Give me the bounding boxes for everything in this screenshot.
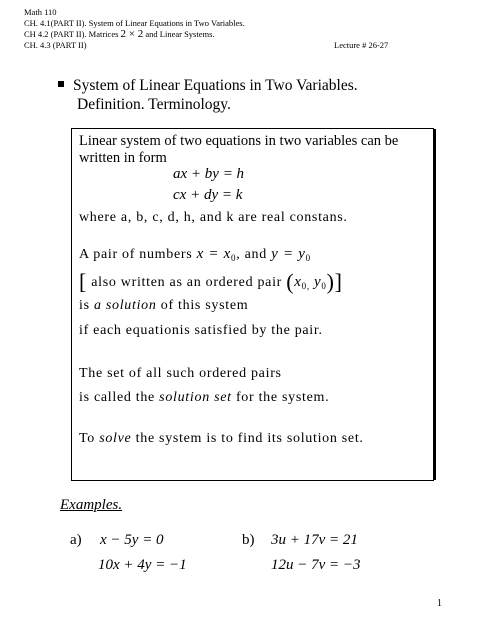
example-b-eq2: 12u − 7v = −3 [271,557,361,573]
square-bullet-icon [58,81,64,87]
where-line: where a, b, c, d, h, and k are real constans. [79,210,348,225]
op-x: x [294,274,302,290]
example-b-eq1: 3u + 17v = 21 [271,532,358,548]
chapter-line-1: CH. 4.1(PART II). System of Linear Equations in Two Variables. [24,18,245,28]
ordered-pair-line [79,269,343,295]
definition-box [71,128,434,481]
system-text: of this system [156,298,249,313]
set-line-1: The set of all such ordered pairs [79,366,282,381]
right-paren: ) [326,269,335,294]
chapter-line-2-tail: and Linear Systems. [145,29,215,39]
solve-line [79,431,364,447]
pair-text: A pair of numbers [79,247,197,262]
matrix-size: 2 × 2 [120,28,144,40]
left-paren: ( [286,269,295,294]
pair-x: x = x [196,246,232,262]
op-y-sub: 0 [321,281,327,291]
solution-term: a solution [93,298,157,313]
for-system-text: for the system. [231,390,330,405]
section-subtitle: Definition. Terminology. [77,96,231,113]
course-title: Math 110 [24,7,57,17]
intro-line-1: Linear system of two equations in two variables can be [79,133,399,149]
chapter-line-3-text: CH. 4.3 (PART II) [24,40,87,50]
chapter-line-2-text: CH 4.2 (PART II). Matrices [24,29,121,39]
left-bracket: [ [79,269,88,294]
example-a-label: a) [70,532,82,548]
pair-y: y = y [271,246,306,262]
if-line: if each equationis satisfied by the pair. [79,323,323,338]
solution-set-term: solution set [159,390,232,405]
lecture-number: Lecture # 26-27 [334,40,389,50]
solve-rest-text: the system is to find its solution set. [131,431,364,446]
intro-line-2: written in form [79,150,167,166]
op-y: y [314,274,322,290]
examples-heading: Examples. [60,497,123,513]
section-heading [58,76,358,114]
example-a-eq1: x − 5y = 0 [100,532,164,548]
pair-x-sub: 0 [231,253,237,263]
set-line-2 [79,390,329,406]
called-text: is called the [79,390,160,405]
right-bracket: ] [334,269,343,294]
to-text: To [79,431,100,446]
chapter-line-3 [24,40,424,50]
example-a-eq2: 10x + 4y = −1 [98,557,187,573]
is-text: is [79,298,94,313]
section-title: System of Linear Equations in Two Variables. [73,77,358,94]
equation-2: cx + dy = k [173,187,243,203]
pair-y-sub: 0 [305,253,311,263]
pair-line [79,246,311,263]
page-number: 1 [437,598,442,609]
solve-term: solve [99,431,132,446]
chapter-line-2 [24,29,215,39]
pair-and: , and [236,247,272,262]
solution-line [79,298,248,314]
also-text: also written as an ordered pair [91,275,283,290]
equation-1: ax + by = h [173,166,245,182]
example-b-label: b) [242,532,255,548]
op-x-sub: 0, [301,281,310,291]
